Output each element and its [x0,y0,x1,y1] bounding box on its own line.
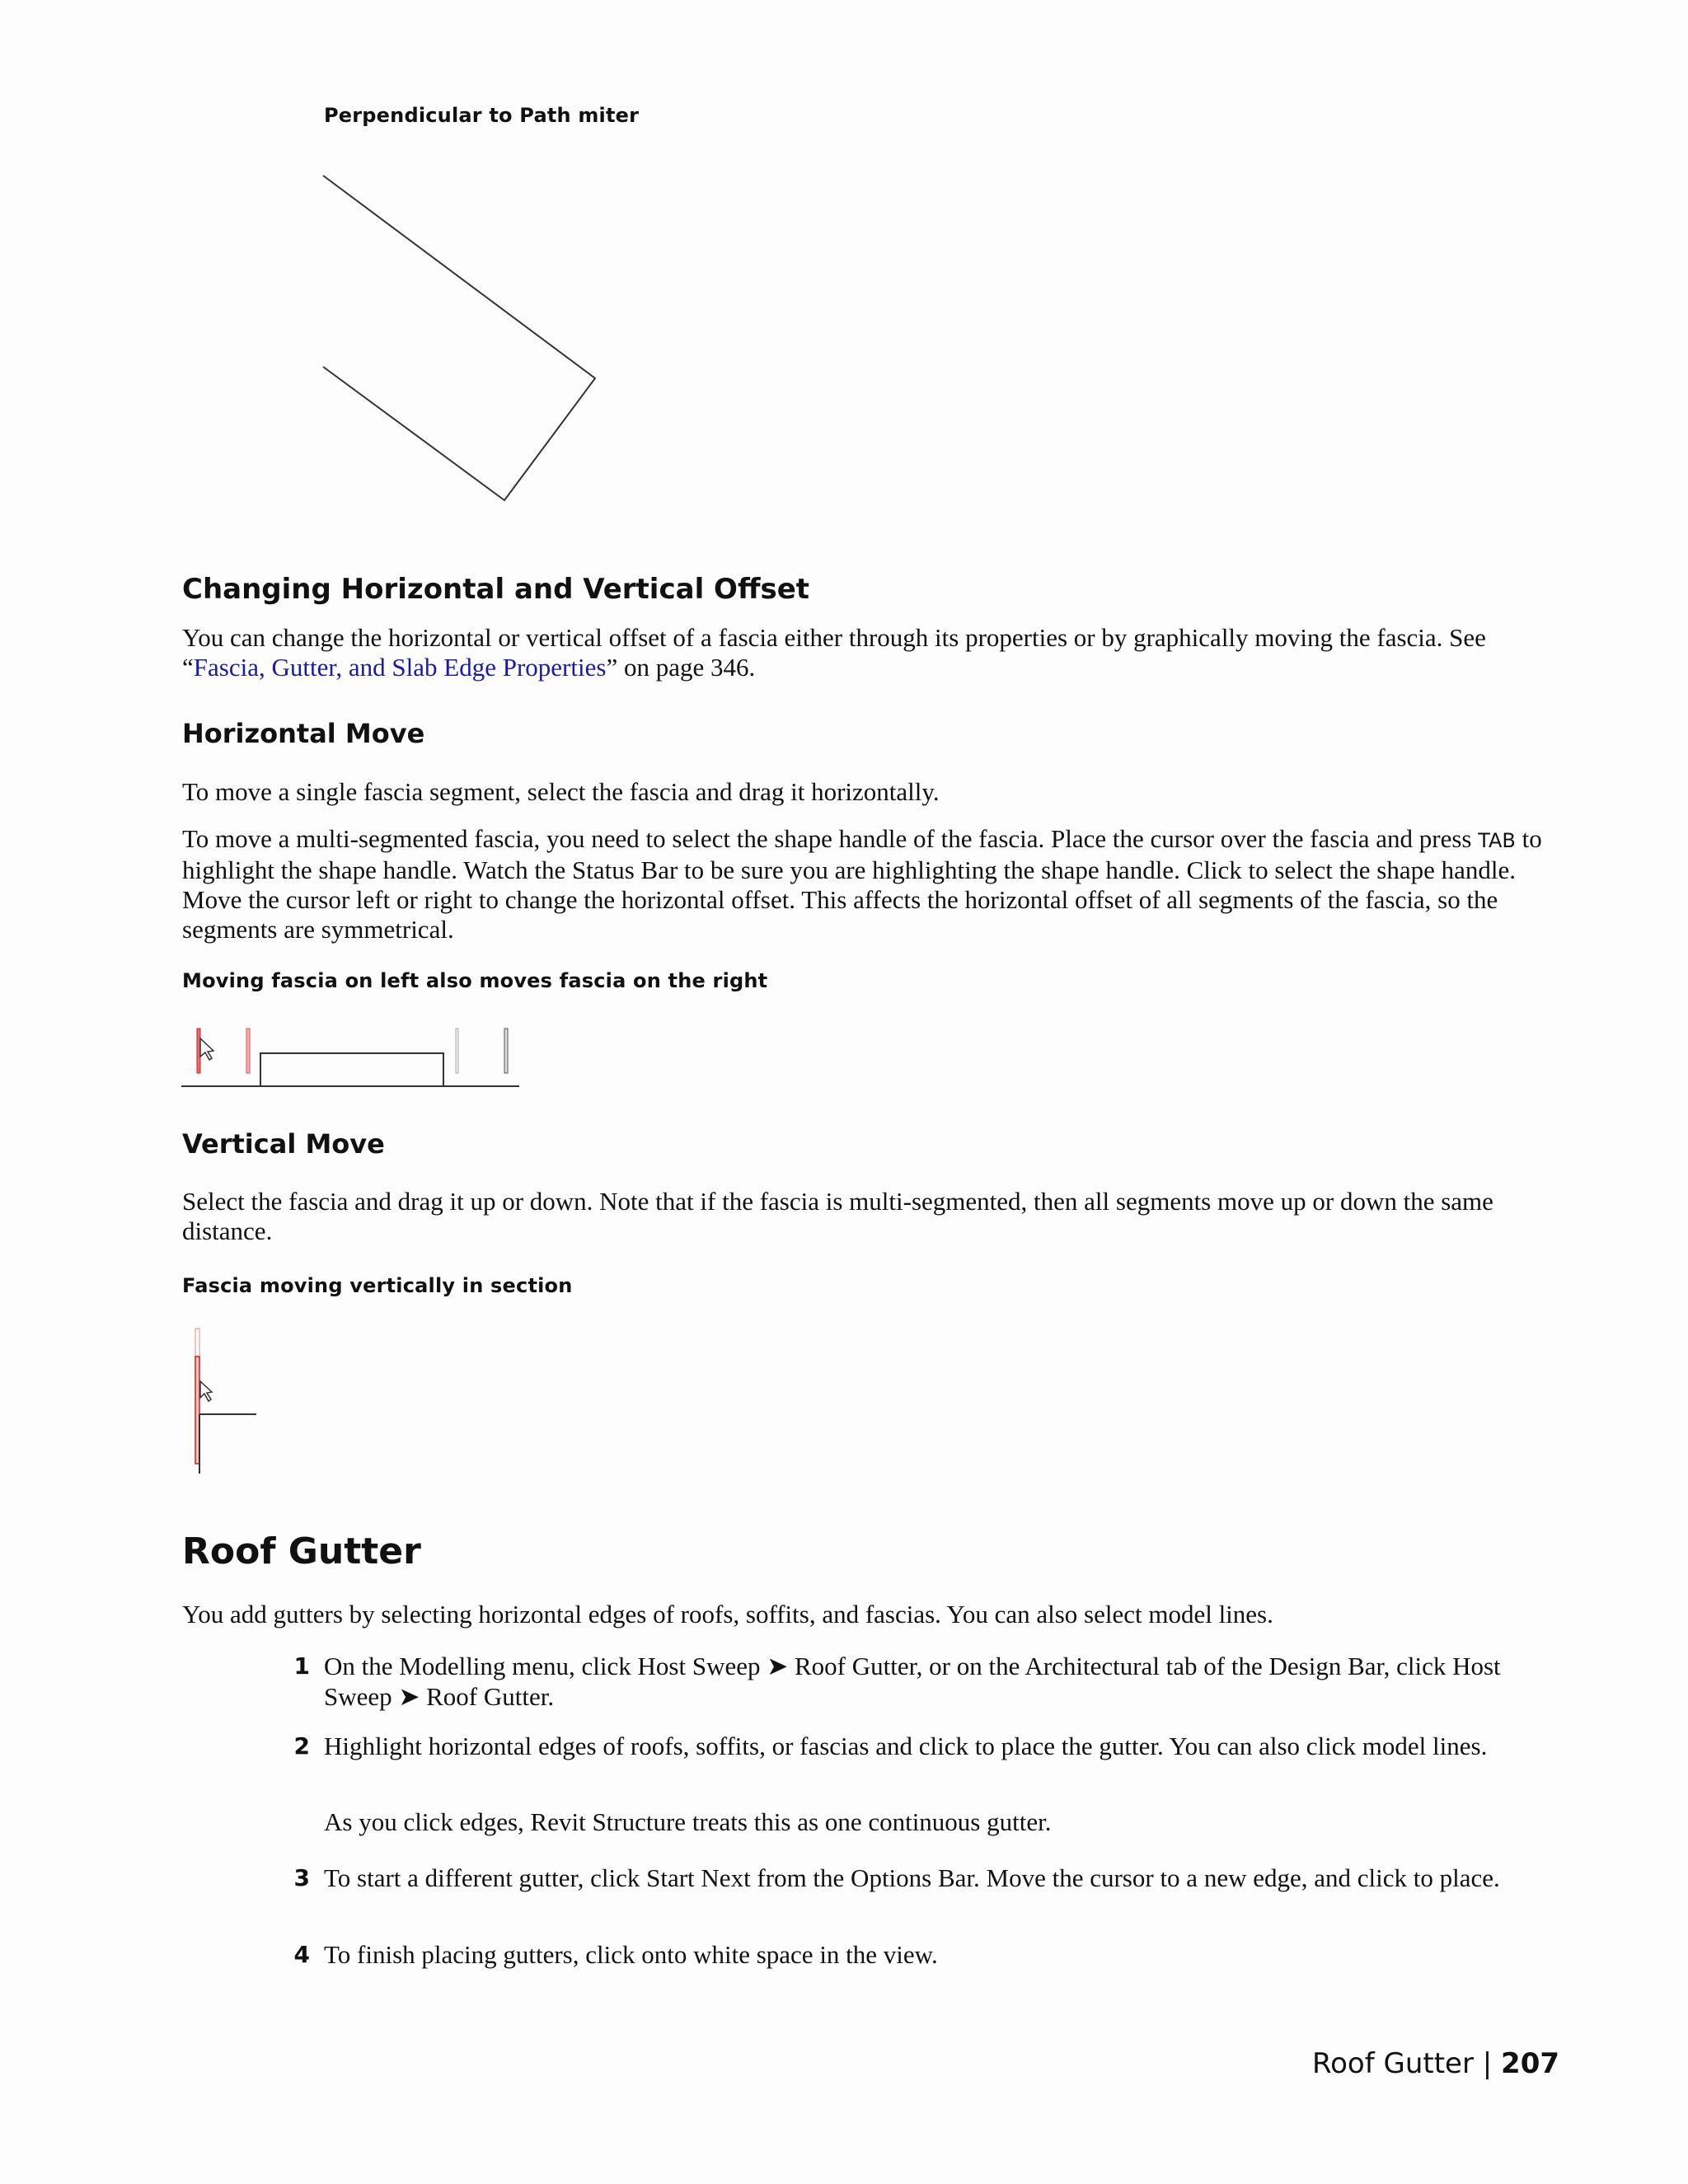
properties-link[interactable]: Fascia, Gutter, and Slab Edge Properties [193,653,607,682]
horizontal-move-figure [181,1022,523,1088]
step-number: 1 [293,1652,310,1680]
roof-gutter-heading: Roof Gutter [182,1530,421,1572]
step-text: To finish placing gutters, click onto white space in the view. [324,1940,938,1969]
horizontal-move-para1: To move a single fascia segment, select the fascia and drag it horizontally. [182,777,940,806]
horizontal-move-heading: Horizontal Move [182,718,425,749]
step-number: 2 [293,1732,310,1760]
miter-path-line [323,176,595,500]
footer-section-title: Roof Gutter [1312,2047,1474,2080]
step-number: 4 [293,1941,310,1968]
cursor-icon [200,1381,212,1401]
vertical-move-figure [185,1327,268,1479]
tab-key: TAB [1478,829,1516,852]
page-footer [1312,2047,1559,2080]
step-number: 3 [293,1864,310,1891]
section-heading-offset: Changing Horizontal and Vertical Offset [182,573,810,606]
fascia-right-ghost [456,1029,458,1073]
horizontal-text-end: to highlight the shape handle. Watch the Status Bar to be sure you are highlighting the shape handle. Click to select the shape handle. Move the cursor left or right to change the horizontal offset. This affects the horizontal offset of all segments of the fascia, so the segments are symmetrical. [182,824,1542,944]
fascia-left-ghost [246,1029,250,1073]
step-note: As you click edges, Revit Structure treats this as one continuous gutter. [324,1807,1052,1836]
horizontal-figure-caption: Moving fascia on left also moves fascia on the right [182,969,768,992]
offset-text-start: You can change the horizontal or vertical offset of a fascia either through its properties or by graphically moving the fascia. See “ [182,623,1486,682]
cursor-icon [200,1038,213,1060]
offset-text-end: ” on page 346. [606,653,756,682]
vertical-move-para: Select the fascia and drag it up or down. Note that if the fascia is multi-segmented, then all segments move up or down the same distance. [182,1187,1493,1245]
offset-paragraph [182,623,1542,682]
miter-figure-caption: Perpendicular to Path miter [324,104,640,127]
vertical-move-heading: Vertical Move [182,1128,385,1160]
roof-gutter-intro: You add gutters by selecting horizontal edges of roofs, soffits, and fascias. You can also select model lines. [182,1600,1273,1629]
horizontal-move-para2 [182,824,1542,944]
step-text: To start a different gutter, click Start Next from the Options Bar. Move the cursor to a new edge, and click to place. [324,1863,1500,1892]
step-text: Highlight horizontal edges of roofs, soffits, or fascias and click to place the gutter. You can also click model lines. [324,1732,1488,1760]
horizontal-text-start: To move a multi-segmented fascia, you need to select the shape handle of the fascia. Place the cursor over the fascia and press [182,824,1479,853]
fascia-right [504,1029,508,1073]
footer-separator: | [1482,2047,1493,2080]
vertical-figure-caption: Fascia moving vertically in section [182,1274,573,1297]
roof-body [260,1053,443,1086]
page-number: 207 [1501,2047,1560,2080]
step-text: On the Modelling menu, click Host Sweep ➤ Roof Gutter, or on the Architectural tab of the Design Bar, click Host Sweep ➤ Roof Gutter. [324,1652,1501,1711]
miter-figure [321,169,602,507]
